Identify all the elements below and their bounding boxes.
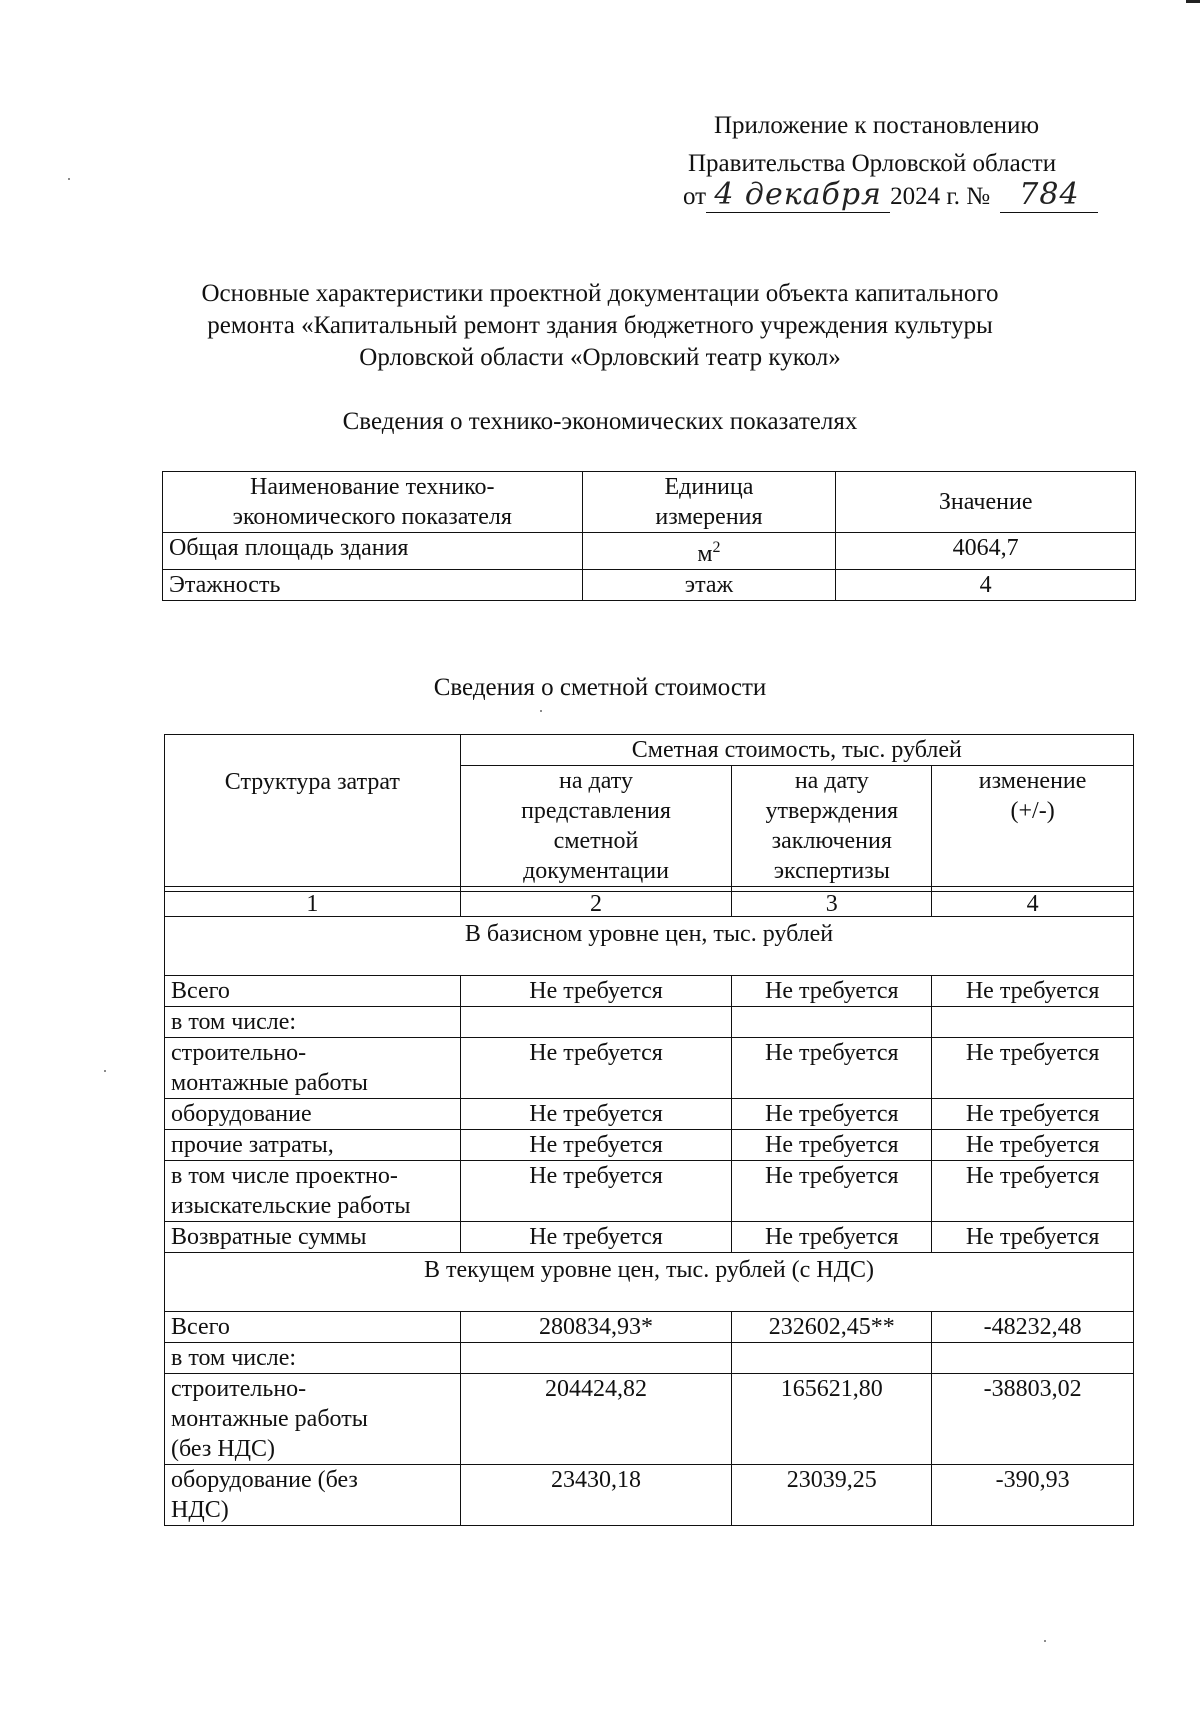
cost-value-col2: 23430,18 [460, 1465, 732, 1526]
col-header-group: Сметная стоимость, тыс. рублей [460, 735, 1133, 766]
col-header-change: изменение (+/-) [932, 766, 1134, 887]
cost-value-col3: 165621,80 [732, 1374, 932, 1465]
scan-speck [1044, 1640, 1046, 1642]
col-header-value: Значение [836, 472, 1136, 533]
appendix-header-date-line: от 4 декабря 2024 г. № 784 [683, 180, 1098, 213]
indicator-value: 4064,7 [836, 533, 1136, 570]
cost-value-col2: Не требуется [460, 1130, 732, 1161]
cost-value-col2: 280834,93* [460, 1312, 732, 1343]
appendix-header-line1: Приложение к постановлению [714, 112, 1040, 139]
col-header-approval-date: на дату утверждения заключения экспертизы [732, 766, 932, 887]
cost-item-label: в том числе: [165, 1007, 461, 1038]
document-title [140, 278, 1060, 374]
cost-value-col2: 204424,82 [460, 1374, 732, 1465]
appendix-header-line2: Правительства Орловской области [688, 150, 1057, 177]
column-number-row [165, 892, 1134, 917]
cost-value-col4: -38803,02 [932, 1374, 1134, 1465]
indicator-name: Общая площадь здания [163, 533, 583, 570]
cost-value-col4: Не требуется [932, 1130, 1134, 1161]
tech-indicators-table [162, 471, 1136, 601]
title-line2: ремонта «Капитальный ремонт здания бюджетного учреждения культуры [207, 312, 993, 339]
base-prices-title: В базисном уровне цен, тыс. рублей [165, 917, 1134, 976]
table-header-row [163, 472, 1136, 533]
cost-item-label: прочие затраты, [165, 1130, 461, 1161]
table-row [165, 1161, 1134, 1222]
cost-value-col2 [460, 1007, 732, 1038]
table-row [165, 1007, 1134, 1038]
cost-value-col3: Не требуется [732, 1038, 932, 1099]
cost-value-col4: -390,93 [932, 1465, 1134, 1526]
indicator-value: 4 [836, 570, 1136, 601]
cost-value-col4 [932, 1007, 1134, 1038]
cost-value-col3: Не требуется [732, 1099, 932, 1130]
section-title-row [165, 917, 1134, 976]
table-row [165, 1099, 1134, 1130]
tech-section-heading: Сведения о технико-экономических показателях [342, 408, 858, 435]
cost-value-col4: Не требуется [932, 1161, 1134, 1222]
title-line1: Основные характеристики проектной документации объекта капитального [201, 280, 999, 307]
title-line3: Орловской области «Орловский театр кукол» [359, 344, 841, 371]
cost-value-col3: Не требуется [732, 1222, 932, 1253]
table-row [165, 1038, 1134, 1099]
cost-value-col4: Не требуется [932, 1099, 1134, 1130]
scan-speck [68, 178, 70, 180]
table-row [165, 1130, 1134, 1161]
cost-item-label: Всего [165, 976, 461, 1007]
table-row [165, 976, 1134, 1007]
cost-value-col3 [732, 1343, 932, 1374]
scan-speck [104, 1070, 106, 1072]
cost-item-label: в том числе проектно- изыскательские работы [165, 1161, 461, 1222]
col-number: 1 [165, 892, 461, 917]
cost-value-col3: Не требуется [732, 1130, 932, 1161]
col-number: 4 [932, 892, 1134, 917]
cost-value-col4: -48232,48 [932, 1312, 1134, 1343]
current-prices-title: В текущем уровне цен, тыс. рублей (с НДС) [165, 1253, 1134, 1312]
col-header-unit: Единица измерения [582, 472, 836, 533]
cost-value-col2 [460, 1343, 732, 1374]
cost-value-col2: Не требуется [460, 1222, 732, 1253]
cost-value-col4: Не требуется [932, 1038, 1134, 1099]
cost-value-col2: Не требуется [460, 976, 732, 1007]
cost-item-label: оборудование [165, 1099, 461, 1130]
cost-item-label: в том числе: [165, 1343, 461, 1374]
cost-value-col3 [732, 1007, 932, 1038]
col-number: 2 [460, 892, 732, 917]
indicator-name: Этажность [163, 570, 583, 601]
scan-speck [540, 710, 542, 712]
table-row [163, 570, 1136, 601]
cost-value-col3: 23039,25 [732, 1465, 932, 1526]
table-row [165, 1374, 1134, 1465]
handwritten-date: 4 декабря [706, 180, 890, 213]
cost-item-label: строительно- монтажные работы (без НДС) [165, 1374, 461, 1465]
col-header-name: Наименование технико- экономического показателя [163, 472, 583, 533]
cost-header-row-1 [165, 735, 1134, 766]
cost-value-col4: Не требуется [932, 1222, 1134, 1253]
cost-item-label: строительно- монтажные работы [165, 1038, 461, 1099]
cost-value-col3: Не требуется [732, 1161, 932, 1222]
indicator-unit: этаж [582, 570, 836, 601]
cost-table [164, 734, 1134, 1526]
cost-value-col3: Не требуется [732, 976, 932, 1007]
indicator-unit: $м^2$ [582, 533, 836, 570]
cost-value-col2: Не требуется [460, 1161, 732, 1222]
cost-value-col2: Не требуется [460, 1038, 732, 1099]
handwritten-number: 784 [1000, 180, 1098, 213]
cost-item-label: Всего [165, 1312, 461, 1343]
cost-item-label: Возвратные суммы [165, 1222, 461, 1253]
col-number: 3 [732, 892, 932, 917]
cost-value-col4 [932, 1343, 1134, 1374]
table-row [165, 1312, 1134, 1343]
scan-corner-mark [1186, 0, 1200, 3]
table-row [165, 1343, 1134, 1374]
table-row [165, 1222, 1134, 1253]
section-title-row [165, 1253, 1134, 1312]
cost-item-label: оборудование (без НДС) [165, 1465, 461, 1526]
col-header-structure: Структура затрат [165, 735, 461, 887]
cost-value-col4: Не требуется [932, 976, 1134, 1007]
cost-value-col3: 232602,45** [732, 1312, 932, 1343]
cost-value-col2: Не требуется [460, 1099, 732, 1130]
table-row [163, 533, 1136, 570]
cost-section-heading: Сведения о сметной стоимости [433, 674, 767, 701]
col-header-submission-date: на дату представления сметной документации [460, 766, 732, 887]
table-row [165, 1465, 1134, 1526]
